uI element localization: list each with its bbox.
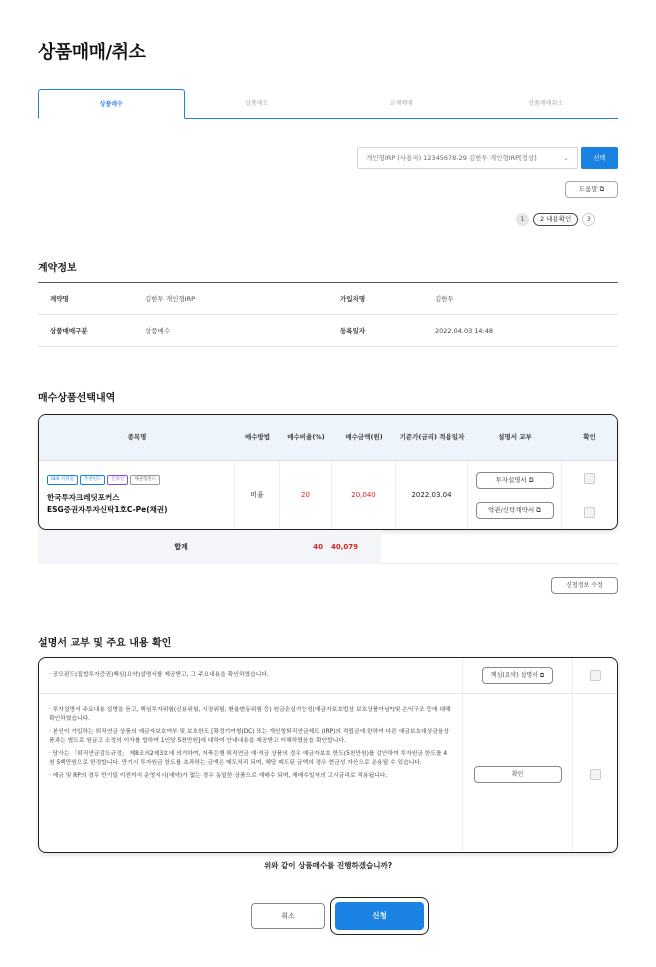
tab-sell[interactable]: 상품매도 <box>245 100 269 107</box>
disclosure-item: · 투자설명서 주요내용 설명을 듣고, 핵심투자위험(신용위험, 시장위험, 환율변동위험 등) 원금손실가능성(예금자보호법상 보호상품아님*)및 손익구조 등에 대해 확인하였습니다. <box>49 707 451 722</box>
badge-recommended: 추천펀드 <box>80 475 105 485</box>
disclosure-row2-check-cell <box>573 694 617 853</box>
select-button[interactable]: 선택 <box>581 147 618 169</box>
badge-bond-fund: 채권형펀드 <box>130 475 160 485</box>
table-row <box>39 694 617 853</box>
product-ratio: 20 <box>280 461 332 529</box>
header-doc: 설명서 교부 <box>498 432 532 441</box>
product-amount: 20,040 <box>332 461 396 529</box>
header-amount: 매수금액(원) <box>345 432 383 441</box>
table-row <box>39 461 617 529</box>
header-date: 기준가(금리) 적용일자 <box>399 432 465 441</box>
disclosure-row1-text <box>39 658 463 693</box>
trade-type-value: 상품매수 <box>145 327 171 335</box>
disclosure-checkbox[interactable] <box>590 769 601 780</box>
disclosure-item: · 예금 및 RP의 경우 만기일 이전까지 운영지시(예약)가 없는 경우 동일한 상품으로 재매수 되며, 재매수일자의 고시금리로 적용됩니다. <box>49 772 388 779</box>
step-1: 1 <box>516 213 529 226</box>
product-doc-cell <box>468 461 562 529</box>
trade-type-label: 상품매매구분 <box>50 327 88 335</box>
product-table <box>38 414 618 530</box>
disclosure-section-title: 설명서 교부 및 주요 내용 확인 <box>38 638 172 649</box>
total-row <box>38 530 618 564</box>
confirm-disclosure-button[interactable]: 확인 <box>474 766 562 783</box>
terms-button[interactable]: 약관/신탁계약서 ⧉ <box>476 502 554 519</box>
disclosure-row1-check-cell <box>573 658 617 693</box>
badge-online: 온라인 <box>107 475 128 485</box>
total-amount: 40,079 <box>331 530 381 564</box>
terms-checkbox[interactable] <box>584 507 595 518</box>
badge-risk: IBIII 저위험 <box>47 475 78 485</box>
header-check: 확인 <box>583 432 596 441</box>
apply-button-focus-ring <box>330 897 429 935</box>
product-badges <box>47 475 160 485</box>
table-row <box>38 283 618 315</box>
disclosure-table <box>38 657 618 853</box>
contract-name-value: 김한투 개인형IRP <box>145 295 196 303</box>
disclosure-item: · 공모펀드(집합투자증권)핵심(요약)설명서를 제공받고, 그 주요내용을 확인하였습니다. <box>49 672 269 678</box>
product-table-header <box>39 415 617 461</box>
header-method: 매수방법 <box>244 432 271 441</box>
product-method: 비율 <box>235 461 280 529</box>
product-name-line1: 한국투자크레딧포커스 <box>47 493 120 503</box>
subscriber-label: 가입자명 <box>340 295 366 303</box>
header-name: 종목명 <box>127 432 147 441</box>
disclosure-row2-button-cell <box>463 694 573 853</box>
confirm-question: 위와 같이 상품매수를 진행하겠습니까? <box>263 861 393 870</box>
step-2-current: 2 내용확인 <box>533 213 578 226</box>
step-indicator <box>516 213 595 226</box>
chevron-down-icon: ⌄ <box>563 154 569 162</box>
help-button[interactable]: 도움말 ⧉ <box>565 181 618 198</box>
edit-application-button[interactable]: 신청정보 수정 <box>551 577 618 594</box>
disclosure-row2-text <box>39 694 463 853</box>
account-select[interactable] <box>357 147 578 169</box>
disclosure-item: · 당사는 「퇴직연금감도규정」 제8조의2제3호에 의거하여, 저축은행 퇴직연금 예·적금 상품의 경우 예금자보호 한도(5천만원)를 감안하여 투자원금 한도를 4천 5백만원으로 한정합니다. 만기시 투자원금 한도를 초과하는 금액은 매도처리 되며, 해당 매도된 금액의 경우 현금성 자산으로 운용될 수 있습니다. <box>49 750 448 766</box>
header-ratio: 매수비율(%) <box>287 432 325 441</box>
account-select-value: 개인형IRP (사용자) 12345678-29 김한투 개인형IRP[정상] <box>366 154 537 162</box>
key-summary-checkbox[interactable] <box>590 670 601 681</box>
key-summary-button[interactable]: 핵심(요약) 설명서 ⧉ <box>482 667 553 684</box>
registered-date-value: 2022.04.03 14:48 <box>435 327 494 335</box>
registered-date-label: 등록일자 <box>340 327 366 335</box>
products-section-title: 매수상품선택내역 <box>38 393 116 404</box>
tab-cancel-trade[interactable]: 상품매매취소 <box>528 100 564 107</box>
prospectus-button[interactable]: 투자설명서 ⧉ <box>476 472 554 489</box>
product-name-cell <box>39 461 235 529</box>
tab-switch[interactable]: 교체매매 <box>389 100 413 107</box>
prospectus-checkbox[interactable] <box>584 473 595 484</box>
product-name-line2: ESG증권자투자신탁1호C-Pe(채권) <box>47 504 168 514</box>
subscriber-value: 김한투 <box>435 295 454 303</box>
step-3: 3 <box>582 213 595 226</box>
contract-info-table <box>38 282 618 347</box>
table-row <box>38 315 618 347</box>
total-label: 합계 <box>38 530 279 564</box>
product-check-cell <box>562 461 617 529</box>
total-ratio: 40 <box>279 530 331 564</box>
disclosure-item: · 본인이 가입하는 퇴직연금 상품의 예금자보호여부 및 보호한도 [확정기여형(DC) 또는 개인형퇴직연금제도 (IRP)의 적립금에 한하여 다른 예금보호대상금융상품과는 별도로 원금고 소정의 이자를 합하여 1인당 5천만원]에 대하여 안내내용을 제공받고 이해하였음을 확인합니다. <box>49 728 450 744</box>
contract-name-label: 계약명 <box>50 295 69 303</box>
apply-button[interactable]: 신청 <box>335 902 424 930</box>
contract-section-title: 계약정보 <box>38 263 77 274</box>
tab-buy[interactable]: 상품매수 <box>38 89 185 119</box>
tab-bar <box>38 89 618 119</box>
table-row <box>39 658 617 694</box>
cancel-button[interactable]: 취소 <box>251 903 325 929</box>
disclosure-row1-button-cell <box>463 658 573 693</box>
product-date: 2022.03.04 <box>396 461 468 529</box>
page-title: 상품매매/취소 <box>38 42 146 63</box>
